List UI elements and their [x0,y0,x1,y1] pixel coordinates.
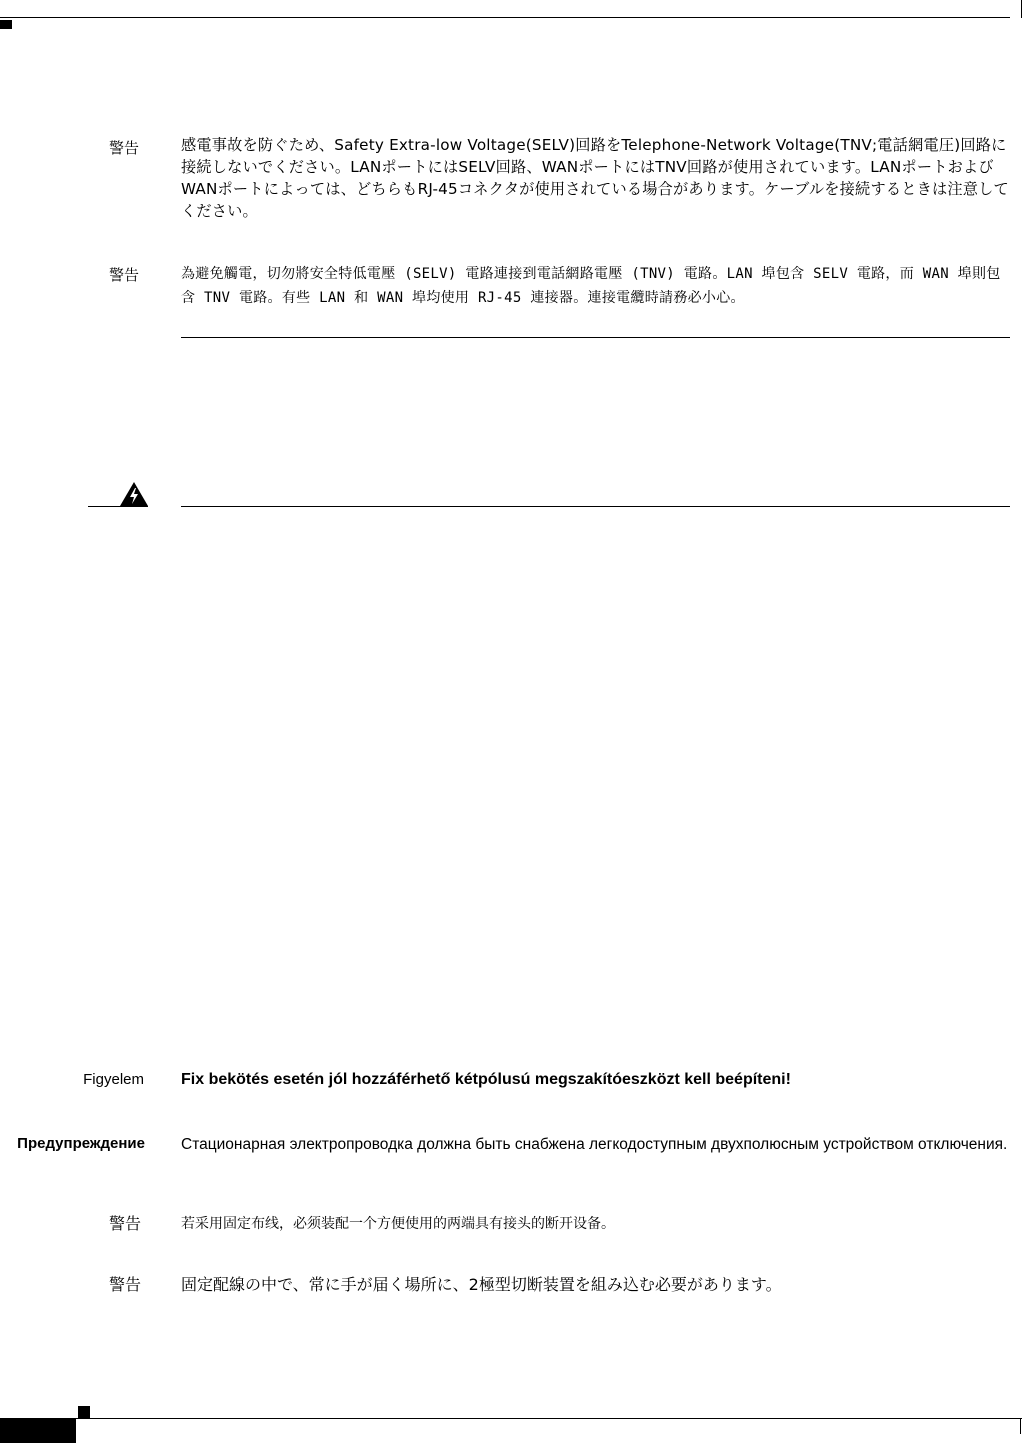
footer-marker [78,1406,90,1418]
warning-text-ja-1: 感電事故を防ぐため、Safety Extra-low Voltage(SELV)回路をTelephone-Network Voltage(TNV;電話網電圧)回路に接続しないでください。LANポートにはSELV回路、WANポートにはTNV回路が使用されています。LANポートおよびWANポートによっては、どちらもRJ-45コネクタが使用されている場合があります。ケーブルを接続するときは注意してください。 [181,136,1009,220]
warning-icon-underline [88,506,148,507]
warning-label-zh-cn: 警告 [109,1214,142,1233]
warning-label-ru: Предупреждение [17,1135,145,1152]
warning-label-ja-2: 警告 [109,1275,142,1294]
warning-label-hu: Figyelem [83,1071,144,1088]
warning-label-ja-1: 警告 [109,139,140,157]
warning-label-zh-tw: 警告 [109,266,140,284]
warning-text-ja-2: 固定配線の中で、常に手が届く場所に、2極型切断装置を組み込む必要があります。 [181,1275,782,1294]
warning-text-zh-cn: 若采用固定布线，必须装配一个方便使用的两端具有接头的断开设备。 [181,1216,615,1232]
footer-rule [76,1418,1022,1419]
footer-block [0,1418,76,1443]
warning-text-ru: Стационарная электропроводка должна быть снабжена легкодоступным двухполюсным устройством отключения. [181,1136,1008,1153]
warning-rule [181,506,1010,507]
warning-text-zh-tw: 為避免觸電，切勿將安全特低電壓 (SELV) 電路連接到電話網路電壓 (TNV) 電路。LAN 埠包含 SELV 電路，而 WAN 埠則包含 TNV 電路。有些 LAN 和 WAN 埠均使用 RJ-45 連接器。連接電纜時請務必小心。 [181,266,1001,306]
footer-rule-tick [1020,1418,1021,1434]
header-rule [0,17,1010,18]
warning-lightning-icon [118,480,150,508]
header-marker [0,20,12,29]
section-divider [181,337,1010,338]
warning-text-hu: Fix bekötés esetén jól hozzáférhető kétpólusú megszakítóeszközt kell beépíteni! [181,1071,791,1088]
